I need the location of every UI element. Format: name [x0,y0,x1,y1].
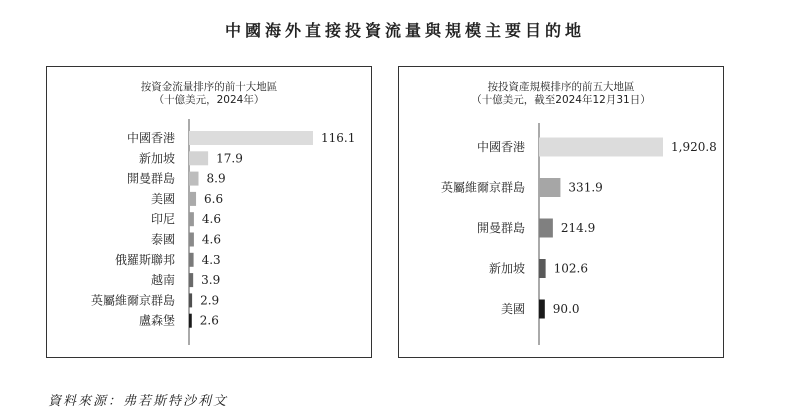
value-label: 331.9 [568,180,603,195]
chart-title-line2: （十億美元，截至2024年12月31日） [471,94,651,106]
category-label: 美國 [150,191,175,206]
category-label: 新加坡 [138,151,175,166]
value-label: 2.9 [200,293,220,308]
category-label: 泰國 [150,232,175,247]
chart-title-line1: 按投資產規模排序的前五大地區 [487,81,635,93]
bar [189,253,194,267]
category-label: 印尼 [150,212,175,227]
bar [539,178,560,197]
bar [189,273,193,287]
chart-title-line2: （十億美元，2024年） [153,94,265,106]
bar [189,212,194,226]
flow-bar-chart [47,67,373,359]
value-label: 1,920.8 [671,140,717,154]
category-label: 開曼群島 [126,171,175,186]
value-label: 90.0 [552,302,580,316]
category-label: 美國 [500,302,525,316]
bar [189,314,192,328]
value-label: 6.6 [204,191,224,206]
category-label: 俄羅斯聯邦 [114,252,175,267]
bar [189,293,192,307]
value-label: 214.9 [560,221,596,235]
bar [539,259,546,278]
bar [189,192,196,206]
category-label: 英屬維爾京群島 [440,180,525,195]
category-label: 中國香港 [476,140,525,154]
value-label: 4.6 [201,212,222,227]
value-label: 4.6 [201,232,222,247]
bar [189,233,194,247]
value-label: 116.1 [321,131,356,145]
category-label: 中國香港 [126,131,175,145]
page-title: 中國海外直接投資流量與規模主要目的地 [224,21,585,40]
category-label: 越南 [150,273,175,288]
value-label: 17.9 [216,151,243,166]
value-label: 102.6 [553,261,588,276]
bar [539,138,663,157]
stock-bar-chart [399,67,725,359]
category-label: 開曼群島 [476,221,525,235]
bar [189,131,313,145]
value-label: 8.9 [206,171,226,186]
category-label: 盧森堡 [138,313,175,328]
value-label: 4.3 [201,252,221,267]
category-label: 新加坡 [488,261,525,276]
value-label: 2.6 [199,313,219,328]
source-note: 資料來源：弗若斯特沙利文 [48,394,229,409]
bar [189,151,208,165]
bar [539,219,553,238]
bar [539,300,545,319]
value-label: 3.9 [201,273,221,288]
chart-panel-stock [398,66,724,358]
chart-panel-flow [46,66,372,358]
category-label: 英屬維爾京群島 [90,293,175,308]
bar [189,172,199,186]
chart-title-line1: 按資金流量排序的前十大地區 [140,81,278,93]
